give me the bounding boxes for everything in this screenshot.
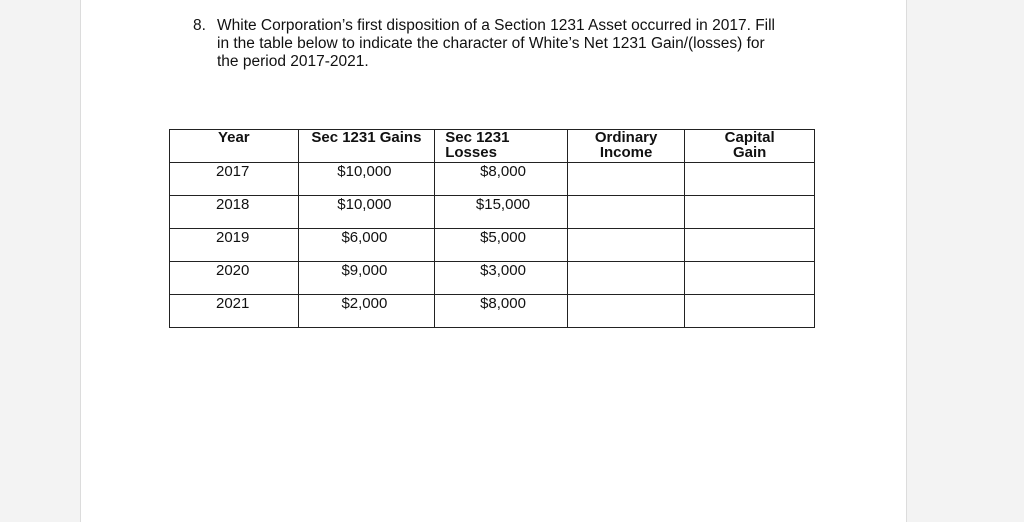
cell-losses: $3,000 xyxy=(435,262,568,295)
table-row xyxy=(170,163,815,196)
header-capital-gain xyxy=(685,130,815,163)
question-text xyxy=(193,17,833,71)
cell-losses: $8,000 xyxy=(435,163,568,196)
cell-gains: $10,000 xyxy=(298,196,435,229)
cell-gains: $6,000 xyxy=(298,229,435,262)
table-row xyxy=(170,196,815,229)
cell-losses: $5,000 xyxy=(435,229,568,262)
cell-ordinary-income-input[interactable] xyxy=(567,262,685,295)
table-row xyxy=(170,262,815,295)
cell-year: 2018 xyxy=(170,196,299,229)
header-capital-line-2: Gain xyxy=(733,144,767,161)
cell-gains: $10,000 xyxy=(298,163,435,196)
cell-capital-gain-input[interactable] xyxy=(685,262,815,295)
header-losses-line-2: Losses xyxy=(445,144,497,161)
cell-capital-gain-input[interactable] xyxy=(685,295,815,328)
cell-year: 2021 xyxy=(170,295,299,328)
cell-year: 2019 xyxy=(170,229,299,262)
cell-capital-gain-input[interactable] xyxy=(685,196,815,229)
section-1231-table xyxy=(169,129,815,328)
table-row xyxy=(170,295,815,328)
header-ordinary-income xyxy=(567,130,685,163)
question-line-2: in the table below to indicate the character of White’s Net 1231 Gain/(losses) for xyxy=(217,35,765,52)
cell-ordinary-income-input[interactable] xyxy=(567,163,685,196)
header-ordinary-line-1: Ordinary xyxy=(594,129,658,146)
cell-year: 2017 xyxy=(170,163,299,196)
question-line-1: White Corporation’s first disposition of a Section 1231 Asset occurred in 2017. Fill xyxy=(217,17,775,34)
table-header-row xyxy=(170,130,815,163)
header-sec-1231-losses xyxy=(435,130,568,163)
cell-losses: $8,000 xyxy=(435,295,568,328)
header-ordinary-line-2: Income xyxy=(599,144,653,161)
table-row xyxy=(170,229,815,262)
cell-capital-gain-input[interactable] xyxy=(685,163,815,196)
cell-ordinary-income-input[interactable] xyxy=(567,295,685,328)
cell-ordinary-income-input[interactable] xyxy=(567,229,685,262)
cell-gains: $9,000 xyxy=(298,262,435,295)
cell-capital-gain-input[interactable] xyxy=(685,229,815,262)
header-year: Year xyxy=(170,130,299,163)
header-sec-1231-gains: Sec 1231 Gains xyxy=(298,130,435,163)
cell-year: 2020 xyxy=(170,262,299,295)
cell-gains: $2,000 xyxy=(298,295,435,328)
cell-losses: $15,000 xyxy=(435,196,568,229)
cell-ordinary-income-input[interactable] xyxy=(567,196,685,229)
header-losses-line-1: Sec 1231 xyxy=(445,129,510,146)
question-number: 8. xyxy=(193,17,206,34)
question-line-3: the period 2017-2021. xyxy=(217,53,369,70)
header-capital-line-1: Capital xyxy=(724,129,775,146)
